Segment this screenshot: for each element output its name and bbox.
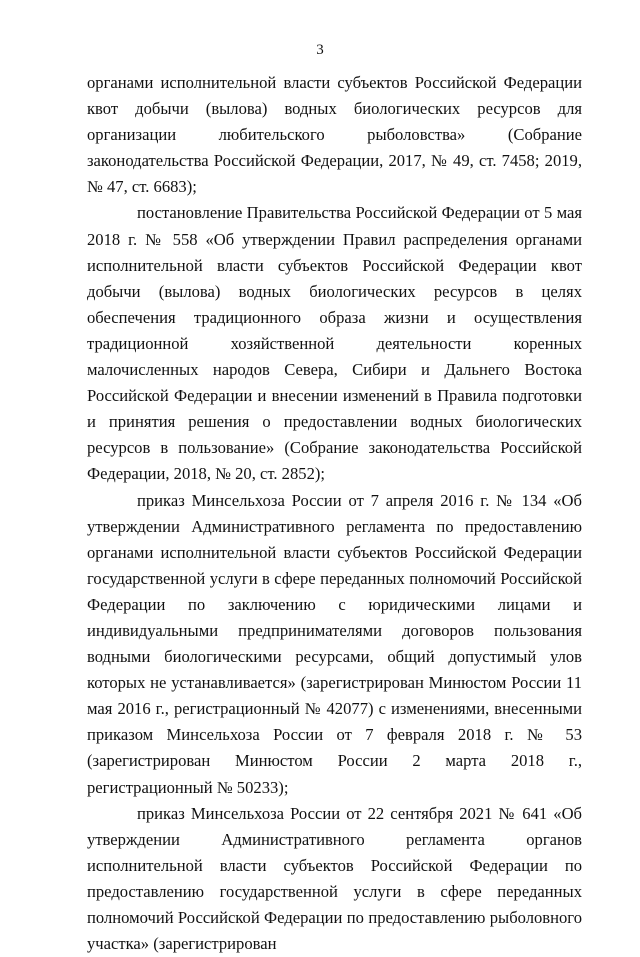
document-body [87,70,582,957]
paragraph-government-decree: постановление Правительства Российской Федерации от 5 мая 2018 г. № 558 «Об утверждении Правил распределения органами исполнительной власти субъектов Российской Федерации квот добычи (вылова) водных биологических ресурсов в целях обеспечения традиционного образа жизни и осуществления традиционной хозяйственной деятельности коренных малочисленных народов Севера, Сибири и Дальнего Востока Российской Федерации и внесении изменений в Правила подготовки и принятия решения о предоставлении водных биологических ресурсов в пользование» (Собрание законодательства Российской Федерации, 2018, № 20, ст. 2852); [87,203,582,484]
paragraph-order-641: приказ Минсельхоза России от 22 сентября 2021 № 641 «Об утверждении Административного регламента органов исполнительной власти субъектов Российской Федерации по предоставлению государственной услуги в сфере переданных полномочий Российской Федерации по предоставлению рыболовного участка» (зарегистрирован [87,803,582,954]
page-number: 3 [316,42,324,58]
paragraph-order-134: приказ Минсельхоза России от 7 апреля 2016 г. № 134 «Об утверждении Административного регламента по предоставлению органами исполнительной власти субъектов Российской Федерации государственной услуги в сфере переданных полномочий Российской Федерации по заключению с юридическими лицами и индивидуальными предпринимателями договоров пользования водными биологическими ресурсами, общий допустимый улов которых не устанавливается» (зарегистрирован Минюстом России 11 мая 2016 г., регистрационный № 42077) с изменениями, внесенными приказом Минсельхоза России от 7 февраля 2018 г. № 53 (зарегистрирован Минюстом России 2 марта 2018 г., регистрационный № 50233); [87,490,582,797]
paragraph-continuation: органами исполнительной власти субъектов Российской Федерации квот добычи (вылова) водных биологических ресурсов для организации любительского рыболовства» (Собрание законодательства Российской Федерации, 2017, № 49, ст. 7458; 2019, № 47, ст. 6683); [87,73,582,197]
